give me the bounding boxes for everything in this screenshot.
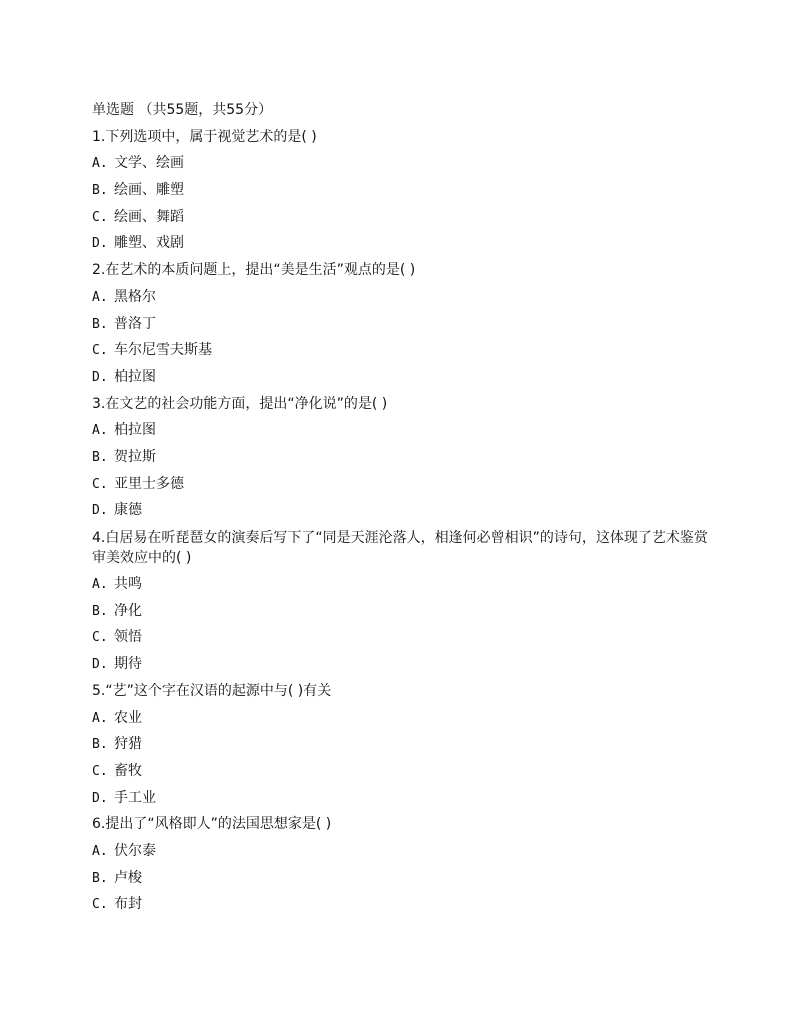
option-text: 农业	[114, 709, 142, 726]
option-a	[92, 417, 712, 444]
option-a	[92, 284, 712, 311]
question-3	[92, 391, 712, 524]
option-a	[92, 150, 712, 177]
option-letter: C.	[92, 209, 108, 225]
option-letter: A.	[92, 423, 108, 439]
option-letter: A.	[92, 289, 108, 305]
option-letter: D.	[92, 503, 108, 519]
question-stem: 4.白居易在听琵琶女的演奏后写下了“同是天涯沦落人，相逢何必曾相识”的诗句，这体现了艺术鉴赏审美效应中的( )	[92, 530, 708, 567]
option-text: 绘画、雕塑	[114, 182, 184, 199]
option-text: 领悟	[114, 629, 142, 646]
option-text: 普洛丁	[114, 315, 156, 332]
option-letter: B.	[92, 316, 108, 332]
option-letter: C.	[92, 343, 108, 359]
option-letter: A.	[92, 156, 108, 172]
option-b	[92, 865, 712, 892]
option-c	[92, 204, 712, 231]
option-d	[92, 651, 712, 678]
option-c	[92, 891, 712, 918]
option-letter: C.	[92, 630, 108, 646]
option-letter: D.	[92, 657, 108, 673]
option-c	[92, 337, 712, 364]
option-c	[92, 471, 712, 498]
option-text: 康德	[114, 502, 142, 519]
option-a	[92, 571, 712, 598]
question-stem: 3.在文艺的社会功能方面，提出“净化说”的是( )	[92, 395, 388, 412]
option-letter: A.	[92, 577, 108, 593]
option-a	[92, 838, 712, 865]
option-text: 期待	[114, 656, 142, 673]
question-stem: 2.在艺术的本质问题上，提出“美是生活”观点的是( )	[92, 262, 416, 279]
option-a	[92, 705, 712, 732]
question-6	[92, 811, 712, 918]
option-text: 贺拉斯	[114, 448, 156, 465]
option-letter: B.	[92, 603, 108, 619]
option-b	[92, 444, 712, 471]
option-c	[92, 624, 712, 651]
option-text: 净化	[114, 602, 142, 619]
option-text: 绘画、舞蹈	[114, 208, 184, 225]
exam-content	[92, 97, 712, 918]
option-text: 车尔尼雪夫斯基	[114, 342, 212, 359]
option-d	[92, 364, 712, 391]
option-letter: B.	[92, 449, 108, 465]
option-text: 布封	[114, 896, 142, 913]
option-b	[92, 731, 712, 758]
section-title: 单选题 （共55题，共55分）	[92, 102, 273, 118]
option-text: 共鸣	[114, 576, 142, 593]
option-letter: D.	[92, 236, 108, 252]
question-5	[92, 678, 712, 811]
option-letter: D.	[92, 369, 108, 385]
option-d	[92, 497, 712, 524]
option-b	[92, 177, 712, 204]
option-text: 狩猎	[114, 736, 142, 753]
option-text: 黑格尔	[114, 288, 156, 305]
option-b	[92, 311, 712, 338]
option-c	[92, 758, 712, 785]
option-d	[92, 785, 712, 812]
option-text: 文学、绘画	[114, 155, 184, 172]
option-text: 亚里士多德	[114, 475, 184, 492]
option-letter: C.	[92, 476, 108, 492]
question-1	[92, 124, 712, 257]
option-letter: B.	[92, 737, 108, 753]
option-text: 畜牧	[114, 762, 142, 779]
option-letter: B.	[92, 183, 108, 199]
option-b	[92, 598, 712, 625]
option-d	[92, 230, 712, 257]
option-letter: B.	[92, 870, 108, 886]
option-letter: C.	[92, 763, 108, 779]
option-text: 柏拉图	[114, 368, 156, 385]
question-stem: 1.下列选项中，属于视觉艺术的是( )	[92, 128, 317, 145]
option-text: 手工业	[114, 789, 156, 806]
option-letter: A.	[92, 843, 108, 859]
option-letter: A.	[92, 710, 108, 726]
option-letter: C.	[92, 897, 108, 913]
option-text: 卢梭	[114, 869, 142, 886]
question-stem: 5.“艺”这个字在汉语的起源中与( )有关	[92, 682, 332, 699]
option-text: 伏尔泰	[114, 842, 156, 859]
option-letter: D.	[92, 790, 108, 806]
question-4	[92, 524, 712, 678]
question-2	[92, 257, 712, 390]
question-stem: 6.提出了“风格即人”的法国思想家是( )	[92, 816, 332, 833]
option-text: 柏拉图	[114, 422, 156, 439]
option-text: 雕塑、戏剧	[114, 235, 184, 252]
